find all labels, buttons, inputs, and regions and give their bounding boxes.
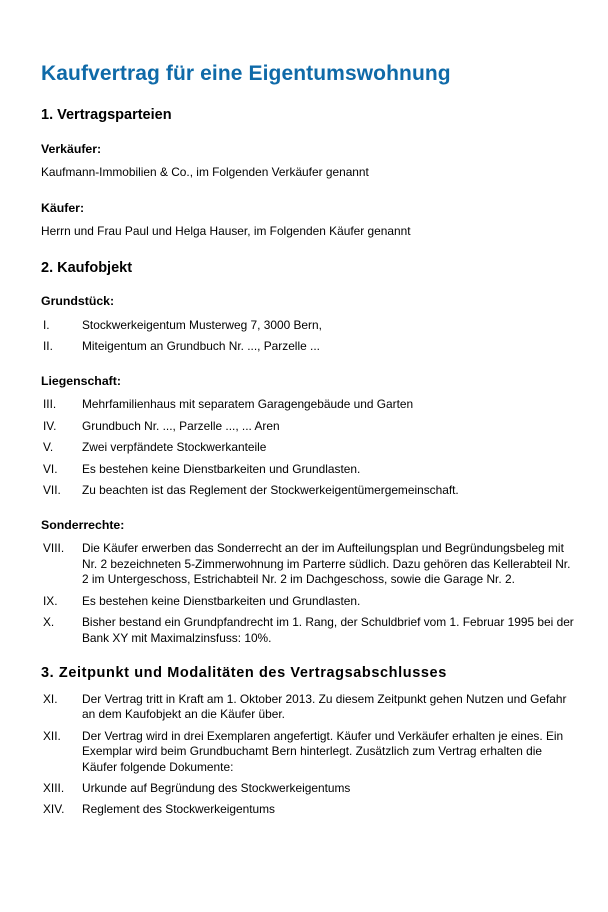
subheading-liegenschaft: Liegenschaft:: [41, 373, 121, 388]
list-item-numeral: XII.: [43, 728, 61, 743]
list-item: [41, 781, 576, 796]
list-item: [41, 729, 576, 775]
list-item: [41, 462, 576, 477]
list-item: [41, 483, 576, 498]
list-item-numeral: VI.: [43, 461, 58, 476]
list-item: [41, 594, 576, 609]
subheading-verkaeufer: Verkäufer:: [41, 141, 102, 156]
list-item: [41, 419, 576, 434]
list-item-numeral: III.: [43, 397, 57, 412]
subheading-sonderrechte: Sonderrechte:: [41, 517, 125, 532]
list-item-text: Grundbuch Nr. ..., Parzelle ..., ... Aren: [82, 418, 280, 433]
section-heading-kaufobjekt: 2. Kaufobjekt: [41, 259, 133, 276]
subheading-grundstueck: Grundstück:: [41, 293, 115, 308]
list-item-numeral: V.: [43, 440, 54, 455]
list-item-text: Mehrfamilienhaus mit separatem Garagengebäude und Garten: [82, 397, 414, 412]
list-item: [41, 397, 576, 412]
list-item-text: Zwei verpfändete Stockwerkanteile: [82, 440, 267, 455]
subheading-kaeufer: Käufer:: [41, 200, 85, 215]
paragraph-verkaeufer: Kaufmann-Immobilien & Co., im Folgenden Verkäufer genannt: [41, 165, 369, 180]
list-zeitpunkt-modalitaeten: [41, 692, 576, 818]
list-item-text: Stockwerkeigentum Musterweg 7, 3000 Bern,: [82, 317, 322, 332]
list-item-numeral: I.: [43, 317, 50, 332]
list-item: [41, 802, 576, 817]
list-item-text: Es bestehen keine Dienstbarkeiten und Grundlasten.: [82, 461, 361, 476]
list-item-text: Miteigentum an Grundbuch Nr. ..., Parzelle ...: [82, 339, 320, 354]
list-item: [41, 440, 576, 455]
list-item-text: Der Vertrag wird in drei Exemplaren angefertigt. Käufer und Verkäufer erhalten je eines. Ein Exemplar wird beim Grundbuchamt Bern hinterlegt. Zusätzlich zum Vertrag erhalten die Käufer folgende Dokumente:: [82, 728, 564, 774]
list-item-numeral: IV.: [43, 418, 57, 433]
list-item-text: Die Käufer erwerben das Sonderrecht an der im Aufteilungsplan und Begründungsbeleg mit Nr. 2 bezeichneten 5-Zimmerwohnung im Parterre südlich. Dazu gehören das Kellerabteil Nr. 2 im Untergeschoss, Estrichabteil Nr. 2 im Dachgeschoss, sowie die Garage Nr. 2.: [82, 541, 571, 587]
list-item-numeral: VII.: [43, 483, 61, 498]
list-item-text: Der Vertrag tritt in Kraft am 1. Oktober 2013. Zu diesem Zeitpunkt gehen Nutzen und Gefahr an dem Kaufobjekt an die Käufer über.: [82, 691, 567, 722]
list-item-numeral: XIV.: [43, 802, 65, 817]
list-grundstueck: [41, 318, 576, 355]
section-heading-zeitpunkt-modalitaeten: 3. Zeitpunkt und Modalitäten des Vertragsabschlusses: [41, 665, 447, 682]
list-item-numeral: VIII.: [43, 541, 65, 556]
paragraph-kaeufer: Herrn und Frau Paul und Helga Hauser, im Folgenden Käufer genannt: [41, 224, 411, 239]
list-item-text: Es bestehen keine Dienstbarkeiten und Grundlasten.: [82, 593, 361, 608]
document-title: Kaufvertrag für eine Eigentumswohnung: [41, 62, 451, 85]
list-item: [41, 339, 576, 354]
list-item: [41, 318, 576, 333]
list-item-numeral: II.: [43, 339, 53, 354]
list-sonderrechte: [41, 541, 576, 646]
section-heading-vertragsparteien: 1. Vertragsparteien: [41, 107, 172, 124]
list-item: [41, 615, 576, 646]
list-item-numeral: IX.: [43, 593, 58, 608]
list-liegenschaft: [41, 397, 576, 498]
list-item-text: Urkunde auf Begründung des Stockwerkeigentums: [82, 780, 351, 795]
list-item-numeral: XI.: [43, 691, 58, 706]
list-item-text: Reglement des Stockwerkeigentums: [82, 802, 275, 817]
list-item-numeral: X.: [43, 615, 55, 630]
list-item-text: Zu beachten ist das Reglement der Stockwerkeigentümergemeinschaft.: [82, 483, 459, 498]
list-item: [41, 541, 576, 587]
list-item-numeral: XIII.: [43, 780, 65, 795]
list-item-text: Bisher bestand ein Grundpfandrecht im 1. Rang, der Schuldbrief vom 1. Februar 1995 bei der Bank XY mit Maximalzinsfuss: 10%.: [82, 615, 574, 645]
list-item: [41, 692, 576, 723]
